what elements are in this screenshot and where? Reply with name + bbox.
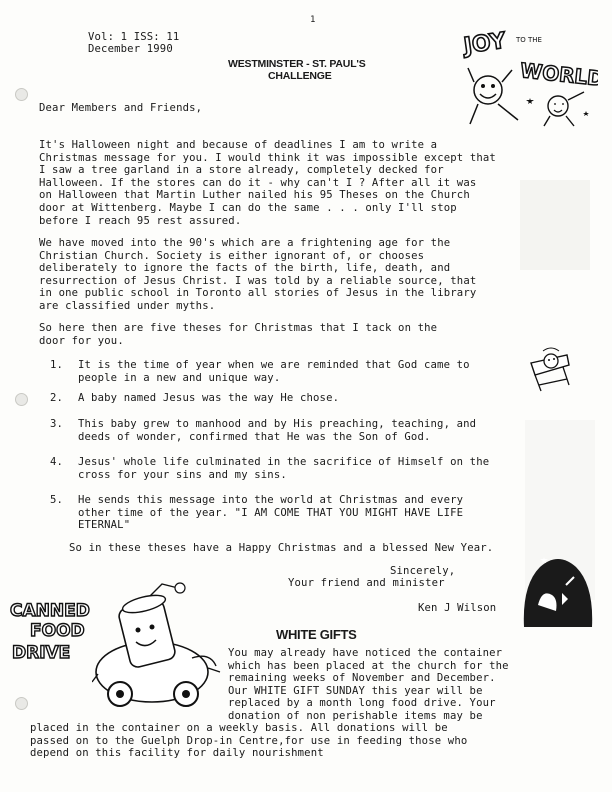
paragraph-line: Christmas message for you. I would think it was impossible except that — [39, 151, 496, 164]
white-gifts-line: depend on this facility for daily nourishment — [30, 747, 324, 760]
thesis-number: 2. — [50, 392, 64, 404]
paragraph-line: door at Wittenberg. Maybe I can do the same . . . only I'll stop — [39, 201, 457, 214]
signoff-sincerely: Sincerely, — [390, 565, 456, 577]
punch-hole-middle — [15, 393, 28, 406]
white-gifts-line: which has been placed at the church for the — [228, 659, 509, 672]
white-gifts-line: passed on to the Guelph Drop-in Centre,for use in feeding those who — [30, 734, 468, 747]
thesis-line: Jesus' whole life culminated in the sacrifice of Himself on the — [78, 456, 490, 468]
white-gifts-heading: WHITE GIFTS — [276, 627, 357, 642]
issue-date: December 1990 — [88, 43, 173, 55]
paragraph-line: on Halloween that Martin Luther nailed his 95 Theses on the Church — [39, 189, 470, 202]
paragraph-five-theses — [39, 322, 437, 347]
food-can-car-illustration — [92, 582, 224, 720]
thesis-number: 5. — [50, 494, 64, 506]
paragraph-halloween — [39, 139, 496, 227]
svg-text:JOY: JOY — [462, 28, 508, 60]
paragraph-nineties — [39, 237, 476, 313]
thesis-line: deeds of wonder, confirmed that He was the Son of God. — [78, 430, 431, 443]
paragraph-line: are classified under myths. — [39, 299, 216, 312]
bleed-through-mark — [520, 180, 590, 270]
signoff-friend: Your friend and minister — [288, 577, 445, 589]
paragraph-line: Halloween. If the stores can do it - why can't I ? After all it was — [39, 176, 477, 189]
paragraph-line: deliberately to ignore the facts of the birth, life, death, and — [39, 262, 451, 275]
masthead-title: WESTMINSTER - ST. PAUL'S — [228, 58, 366, 70]
baby-manger-illustration — [527, 345, 573, 395]
drive-word: DRIVE — [12, 643, 71, 662]
paragraph-line: resurrection of Jesus Christ. I was told by a reliable source, that — [39, 274, 477, 287]
white-gifts-line: placed in the container on a weekly basis. All donations will be — [30, 722, 448, 734]
masthead-subtitle: CHALLENGE — [268, 70, 332, 82]
thesis-line: This baby grew to manhood and by His preaching, teaching, and — [78, 418, 477, 430]
thesis-number: 3. — [50, 418, 64, 430]
food-word: FOOD — [30, 621, 85, 641]
paragraph-line: door for you. — [39, 334, 124, 347]
svg-text:TO THE: TO THE — [516, 36, 542, 44]
paragraph-line: We have moved into the 90's which are a frightening age for the — [39, 237, 451, 249]
thesis-line: He sends this message into the world at Christmas and every — [78, 494, 464, 506]
paragraph-line: I saw a tree garland in a store already, completely decked for — [39, 164, 444, 177]
thesis-line: other time of the year. "I AM COME THAT YOU MIGHT HAVE LIFE — [78, 506, 464, 519]
salutation: Dear Members and Friends, — [39, 102, 203, 114]
thesis-line: A baby named Jesus was the way He chose. — [78, 392, 340, 404]
thesis-number: 1. — [50, 359, 64, 371]
white-gifts-body — [228, 647, 509, 723]
thesis-line: It is the time of year when we are reminded that God came to — [78, 359, 470, 371]
signoff-name: Ken J Wilson — [418, 602, 497, 614]
paragraph-line: Christian Church. Society is either ignorant of, or chooses — [39, 249, 425, 262]
joy-to-the-world-logo — [458, 20, 598, 130]
svg-text:WORLD: WORLD — [519, 58, 598, 91]
canned-food-drive-logo — [8, 598, 98, 662]
white-gifts-line: remaining weeks of November and December. — [228, 672, 496, 685]
white-gifts-body-full — [30, 722, 467, 760]
paragraph-line: in one public school in Toronto all stories of Jesus in the library — [39, 287, 477, 300]
thesis-line: ETERNAL" — [78, 519, 131, 532]
thesis-line: people in a new and unique way. — [78, 371, 281, 384]
punch-hole-bottom — [15, 697, 28, 710]
punch-hole-top — [15, 88, 28, 101]
volume-issue: Vol: 1 ISS: 11 — [88, 31, 180, 43]
paragraph-line: before I reach 95 rest assured. — [39, 214, 242, 227]
white-gifts-line: donation of non perishable items may be — [228, 709, 483, 722]
paragraph-line: It's Halloween night and because of deadlines I am to write a — [39, 139, 438, 151]
white-gifts-line: You may already have noticed the container — [228, 647, 503, 659]
white-gifts-line: replaced by a month long food drive. Your — [228, 697, 496, 710]
canned-word: CANNED — [10, 601, 90, 621]
nativity-silhouette — [518, 555, 596, 627]
thesis-line: cross for your sins and my sins. — [78, 468, 287, 481]
thesis-number: 4. — [50, 456, 64, 468]
page-number: 1 — [310, 15, 316, 25]
closing-line: So in these theses have a Happy Christmas and a blessed New Year. — [69, 542, 494, 554]
paragraph-line: So here then are five theses for Christmas that I tack on the — [39, 322, 438, 334]
white-gifts-line: Our WHITE GIFT SUNDAY this year will be — [228, 684, 483, 697]
